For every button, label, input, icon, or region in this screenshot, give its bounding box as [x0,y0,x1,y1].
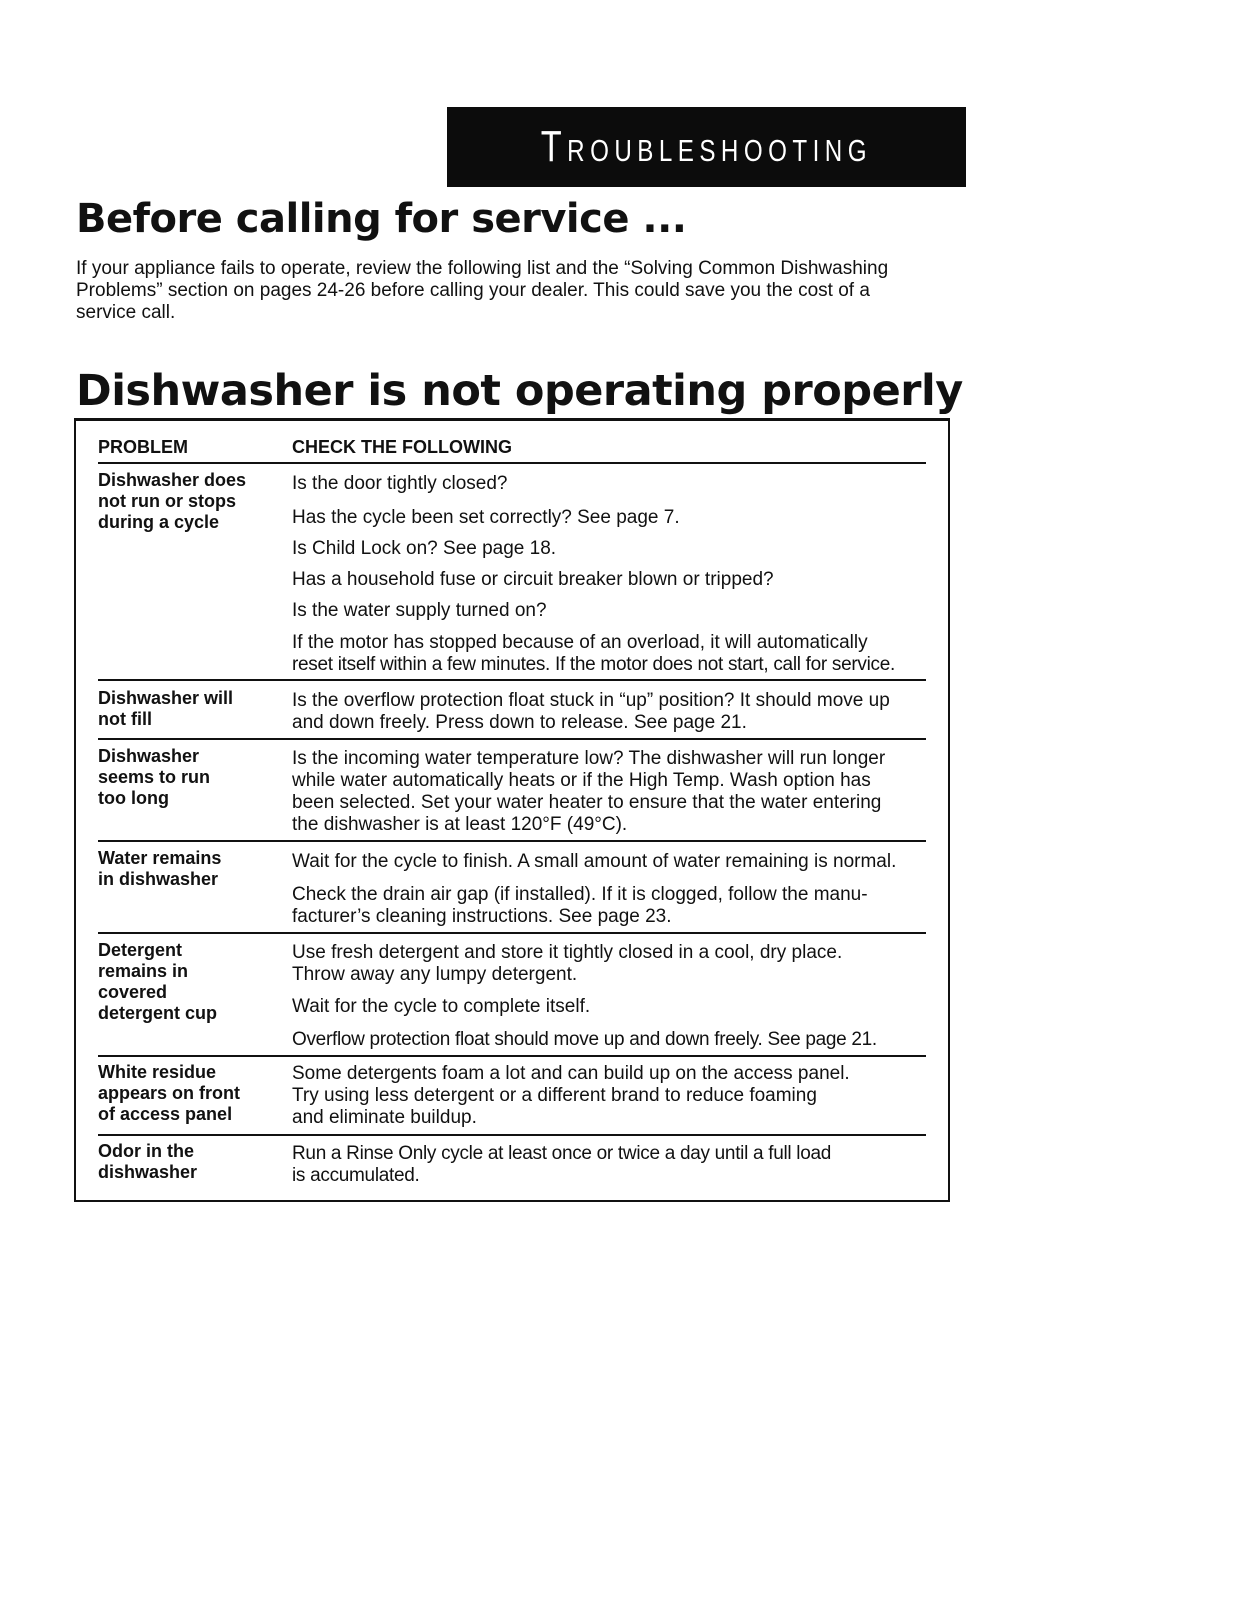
problem-cell [98,746,283,809]
problem-cell [98,940,283,1024]
check-item: Is Child Lock on? See page 18. [292,538,557,559]
problem-cell [98,1141,283,1183]
check-item: Wait for the cycle to complete itself. [292,996,591,1017]
problem-cell [98,688,283,730]
check-item: Use fresh detergent and store it tightly closed in a cool, dry place. [292,942,843,963]
check-item: Has the cycle been set correctly? See page 7. [292,507,680,528]
check-item: and down freely. Press down to release. See page 21. [292,712,747,733]
problem-line: White residue [98,1062,217,1082]
problem-line: appears on front [98,1083,241,1103]
check-item: Is the overflow protection float stuck in “up” position? It should move up [292,690,890,711]
check-item: been selected. Set your water heater to ensure that the water entering [292,792,882,813]
check-item: facturer’s cleaning instructions. See page 23. [292,906,672,927]
problem-line: detergent cup [98,1003,218,1023]
problem-line: Water remains [98,848,222,868]
problem-line: seems to run [98,767,211,787]
problem-line: Dishwasher will [98,688,234,708]
check-item: Has a household fuse or circuit breaker blown or tripped? [292,569,774,590]
check-item: Is the door tightly closed? [292,473,508,494]
check-item: Is the water supply turned on? [292,600,547,621]
problem-line: dishwasher [98,1162,198,1182]
check-item: Wait for the cycle to finish. A small amount of water remaining is normal. [292,851,897,872]
row-divider [98,932,926,934]
check-item: and eliminate buildup. [292,1107,477,1128]
problem-line: Dishwasher does [98,470,247,490]
problem-cell [98,1062,283,1125]
dishwasher-heading: Dishwasher is not operating properly [76,366,963,416]
row-divider [98,1055,926,1057]
problem-line: during a cycle [98,512,220,532]
intro-paragraph [76,258,946,324]
section-banner [447,107,966,187]
intro-line: service call. [76,302,176,323]
intro-line: Problems” section on pages 24-26 before calling your dealer. This could save you the cost of a [76,280,870,301]
check-item: Overflow protection float should move up and down freely. See page 21. [292,1029,877,1050]
row-divider [98,1134,926,1136]
problem-line: not run or stops [98,491,236,511]
problem-line: too long [98,788,169,808]
problem-line: covered [98,982,168,1002]
check-item: Is the incoming water temperature low? The dishwasher will run longer [292,748,886,769]
check-item: Throw away any lumpy detergent. [292,964,578,985]
check-item: while water automatically heats or if the High Temp. Wash option has [292,770,871,791]
check-item: the dishwasher is at least 120°F (49°C). [292,814,628,835]
check-item: If the motor has stopped because of an overload, it will automatically [292,632,868,653]
check-item: Some detergents foam a lot and can build up on the access panel. [292,1063,850,1084]
problem-line: remains in [98,961,189,981]
problem-line: Detergent [98,940,183,960]
row-divider [98,840,926,842]
row-divider [98,679,926,681]
column-header-check: CHECK THE FOLLOWING [292,437,512,457]
banner-title: Troubleshooting [540,122,873,171]
check-item: reset itself within a few minutes. If the motor does not start, call for service. [292,654,895,675]
check-item: Run a Rinse Only cycle at least once or twice a day until a full load [292,1143,832,1164]
intro-line: If your appliance fails to operate, review the following list and the “Solving Common Dishwashing [76,258,889,279]
problem-cell [98,848,283,890]
problem-cell [98,470,283,533]
column-header-problem: PROBLEM [98,437,188,457]
row-divider [98,462,926,464]
check-item: Check the drain air gap (if installed). If it is clogged, follow the manu- [292,884,868,905]
problem-line: Odor in the [98,1141,194,1161]
problem-line: of access panel [98,1104,233,1124]
before-calling-heading: Before calling for service ... [76,196,687,242]
check-item: is accumulated. [292,1165,420,1186]
problem-line: not fill [98,709,152,729]
check-item: Try using less detergent or a different brand to reduce foaming [292,1085,817,1106]
problem-line: Dishwasher [98,746,200,766]
row-divider [98,738,926,740]
problem-line: in dishwasher [98,869,219,889]
